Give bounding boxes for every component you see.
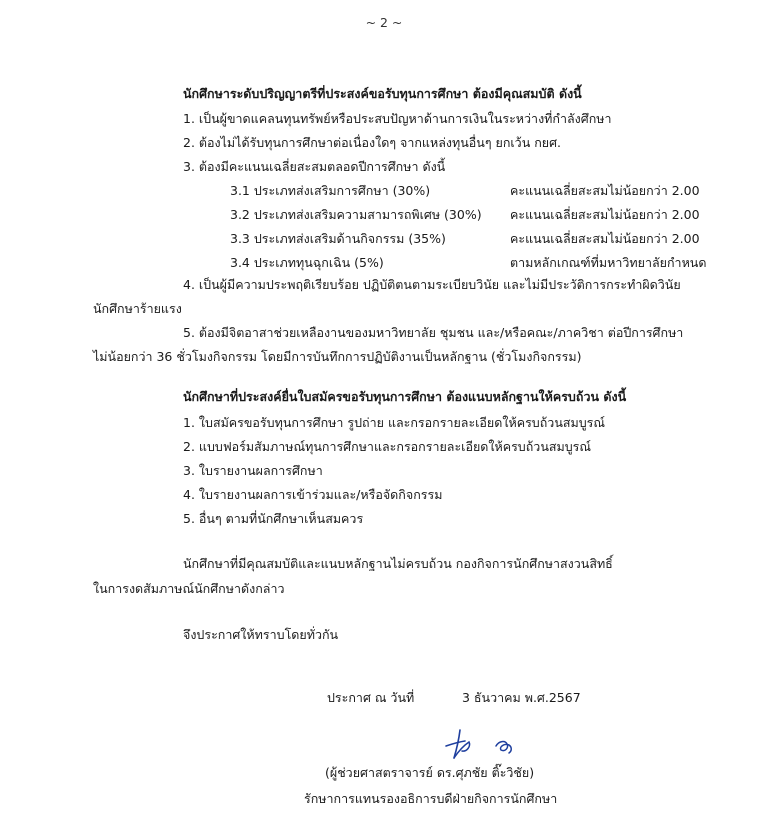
gpa-category-criteria: คะแนนเฉลี่ยสะสมไม่น้อยกว่า 2.00 bbox=[510, 207, 700, 222]
gpa-category-label: 3.2 ประเภทส่งเสริมความสามารถพิเศษ (30%) bbox=[230, 207, 482, 222]
qualification-item-4-continuation: นักศึกษาร้ายแรง bbox=[93, 301, 182, 316]
announcement-text: จึงประกาศให้ทราบโดยทั่วกัน bbox=[183, 627, 339, 642]
gpa-category-label: 3.3 ประเภทส่งเสริมด้านกิจกรรม (35%) bbox=[230, 231, 446, 246]
documents-heading: นักศึกษาที่ประสงค์ยื่นใบสมัครขอรับทุนการศึกษา ต้องแนบหลักฐานให้ครบถ้วน ดังนี้ bbox=[183, 389, 627, 404]
document-item: 1. ใบสมัครขอรับทุนการศึกษา รูปถ่าย และกรอกรายละเอียดให้ครบถ้วนสมบูรณ์ bbox=[183, 415, 605, 430]
document-item: 5. อื่นๆ ตามที่นักศึกษาเห็นสมควร bbox=[183, 511, 364, 526]
document-item: 3. ใบรายงานผลการศึกษา bbox=[183, 463, 323, 478]
qualification-item-1: 1. เป็นผู้ขาดแคลนทุนทรัพย์หรือประสบปัญหาด้านการเงินในระหว่างที่กำลังศึกษา bbox=[183, 111, 612, 126]
qualification-item-3: 3. ต้องมีคะแนนเฉลี่ยสะสมตลอดปีการศึกษา ดังนี้ bbox=[183, 159, 446, 174]
qualification-item-5: 5. ต้องมีจิตอาสาช่วยเหลืองานของมหาวิทยาลัย ชุมชน และ/หรือคณะ/ภาควิชา ต่อปีการศึกษา bbox=[183, 325, 684, 340]
qualification-item-5-continuation: ไม่น้อยกว่า 36 ชั่วโมงกิจกรรม โดยมีการบันทึกการปฏิบัติงานเป็นหลักฐาน (ชั่วโมงกิจกรรม) bbox=[93, 349, 582, 364]
qualification-item-4: 4. เป็นผู้มีความประพฤติเรียบร้อย ปฏิบัติตนตามระเบียบวินัย และไม่มีประวัติการกระทำผิดวินัย bbox=[183, 277, 681, 292]
qualification-item-2: 2. ต้องไม่ได้รับทุนการศึกษาต่อเนื่องใดๆ จากแหล่งทุนอื่นๆ ยกเว้น กยศ. bbox=[183, 135, 562, 150]
page-number: ~ 2 ~ bbox=[365, 15, 403, 30]
gpa-category-criteria: คะแนนเฉลี่ยสะสมไม่น้อยกว่า 2.00 bbox=[510, 231, 700, 246]
gpa-category-criteria: คะแนนเฉลี่ยสะสมไม่น้อยกว่า 2.00 bbox=[510, 183, 700, 198]
gpa-category-criteria: ตามหลักเกณฑ์ที่มหาวิทยาลัยกำหนด bbox=[510, 255, 707, 270]
document-item: 2. แบบฟอร์มสัมภาษณ์ทุนการศึกษาและกรอกรายละเอียดให้ครบถ้วนสมบูรณ์ bbox=[183, 439, 591, 454]
gpa-category-label: 3.1 ประเภทส่งเสริมการศึกษา (30%) bbox=[230, 183, 431, 198]
qualifications-heading: นักศึกษาระดับปริญญาตรีที่ประสงค์ขอรับทุนการศึกษา ต้องมีคุณสมบัติ ดังนี้ bbox=[183, 86, 582, 101]
announced-prefix: ประกาศ ณ วันที่ bbox=[327, 690, 415, 705]
signer-name: (ผู้ช่วยศาสตราจารย์ ดร.ศุภชัย ติ๊ะวิชัย) bbox=[325, 765, 535, 780]
note-paragraph-continuation: ในการงดสัมภาษณ์นักศึกษาดังกล่าว bbox=[93, 581, 285, 596]
note-paragraph: นักศึกษาที่มีคุณสมบัติและแนบหลักฐานไม่ครบถ้วน กองกิจการนักศึกษาสงวนสิทธิ์ bbox=[183, 556, 613, 571]
gpa-category-label: 3.4 ประเภททุนฉุกเฉิน (5%) bbox=[230, 255, 384, 270]
signer-title: รักษาการแทนรองอธิการบดีฝ่ายกิจการนักศึกษา bbox=[304, 791, 558, 806]
handwritten-signature bbox=[438, 722, 528, 764]
document-item: 4. ใบรายงานผลการเข้าร่วมและ/หรือจัดกิจกรรม bbox=[183, 487, 443, 502]
announced-date: 3 ธันวาคม พ.ศ.2567 bbox=[462, 690, 581, 705]
